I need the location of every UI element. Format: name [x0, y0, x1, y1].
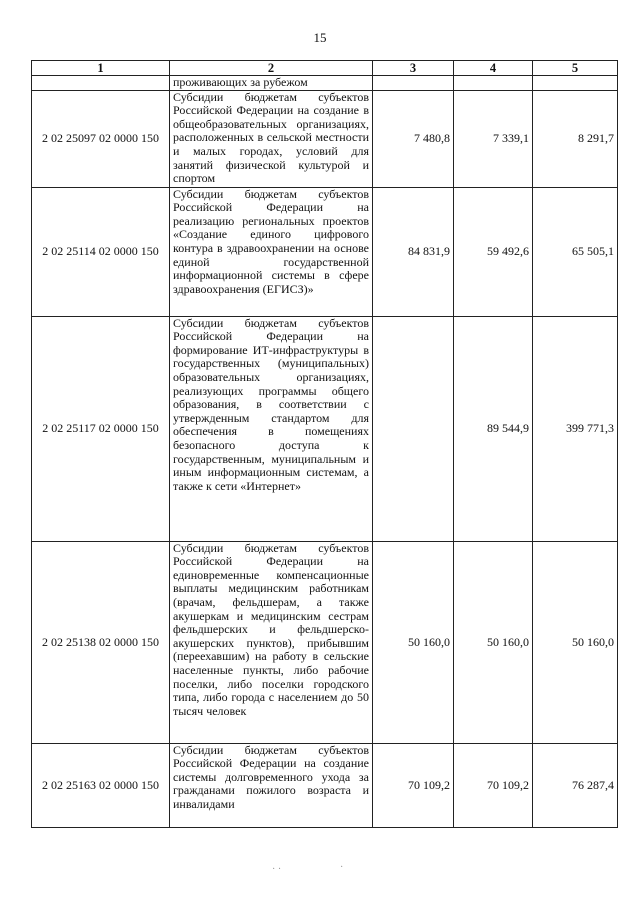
value-col4-cell [454, 76, 533, 91]
value-col5-cell: 65 505,1 [533, 187, 618, 316]
value-col4-cell: 70 109,2 [454, 743, 533, 827]
table-row [32, 187, 618, 316]
value-col5-cell: 50 160,0 [533, 541, 618, 743]
budget-code-cell: 2 02 25117 02 0000 150 [32, 316, 170, 541]
value-col5-cell [533, 76, 618, 91]
value-col3-cell: 7 480,8 [373, 90, 454, 187]
description-cell: Субсидии бюджетам субъектов Российской Федерации на единовременные компенсационные выплаты медицинским работникам (врачам, фельдшерам, а также акушеркам и медицинским сестрам фельдшерских и фельдшерско-акушерских пунктов), прибывшим (переехавшим) на работу в сельские населенные пункты, либо рабочие поселки, либо поселки городского типа, либо города с населением до 50 тысяч человек [170, 541, 373, 743]
value-col5-cell: 399 771,3 [533, 316, 618, 541]
column-header-4: 4 [454, 61, 533, 76]
table-row [32, 316, 618, 541]
description-cell: Субсидии бюджетам субъектов Российской Федерации на создание в общеобразовательных организациях, расположенных в сельской местности и малых городах, условий для занятий физической культурой и спортом [170, 90, 373, 187]
scan-speck: · [340, 862, 344, 873]
column-header-5: 5 [533, 61, 618, 76]
value-col3-cell: 70 109,2 [373, 743, 454, 827]
table-row [32, 541, 618, 743]
budget-code-cell: 2 02 25097 02 0000 150 [32, 90, 170, 187]
value-col3-cell: 84 831,9 [373, 187, 454, 316]
value-col3-cell: 50 160,0 [373, 541, 454, 743]
page-number: 15 [313, 30, 327, 45]
value-col4-cell: 7 339,1 [454, 90, 533, 187]
table-row [32, 743, 618, 827]
column-header-2: 2 [170, 61, 373, 76]
description-cell: проживающих за рубежом [170, 76, 373, 91]
budget-code-cell: 2 02 25114 02 0000 150 [32, 187, 170, 316]
table-row-continuation [32, 76, 618, 91]
value-col4-cell: 89 544,9 [454, 316, 533, 541]
scan-speck: · · [272, 864, 282, 875]
column-header-1: 1 [32, 61, 170, 76]
value-col5-cell: 8 291,7 [533, 90, 618, 187]
value-col5-cell: 76 287,4 [533, 743, 618, 827]
budget-code-cell [32, 76, 170, 91]
description-cell: Субсидии бюджетам субъектов Российской Федерации на реализацию региональных проектов «Создание единого цифрового контура в здравоохранении на основе единой государственной информационной системы в сфере здравоохранения (ЕГИСЗ)» [170, 187, 373, 316]
value-col4-cell: 59 492,6 [454, 187, 533, 316]
budget-code-cell: 2 02 25163 02 0000 150 [32, 743, 170, 827]
description-cell: Субсидии бюджетам субъектов Российской Федерации на формирование ИТ-инфраструктуры в государственных (муниципальных) образовательных организациях, реализующих программы общего образования, в соответствии с утвержденным стандартом для обеспечения в помещениях безопасного доступа к государственным, муниципальным и иным информационным системам, а также к сети «Интернет» [170, 316, 373, 541]
value-col3-cell [373, 76, 454, 91]
column-header-3: 3 [373, 61, 454, 76]
description-cell: Субсидии бюджетам субъектов Российской Федерации на создание системы долговременного ухода за гражданами пожилого возраста и инвалидами [170, 743, 373, 827]
budget-table [31, 60, 618, 828]
table-row [32, 90, 618, 187]
table-header-row [32, 61, 618, 76]
value-col3-cell [373, 316, 454, 541]
value-col4-cell: 50 160,0 [454, 541, 533, 743]
budget-code-cell: 2 02 25138 02 0000 150 [32, 541, 170, 743]
